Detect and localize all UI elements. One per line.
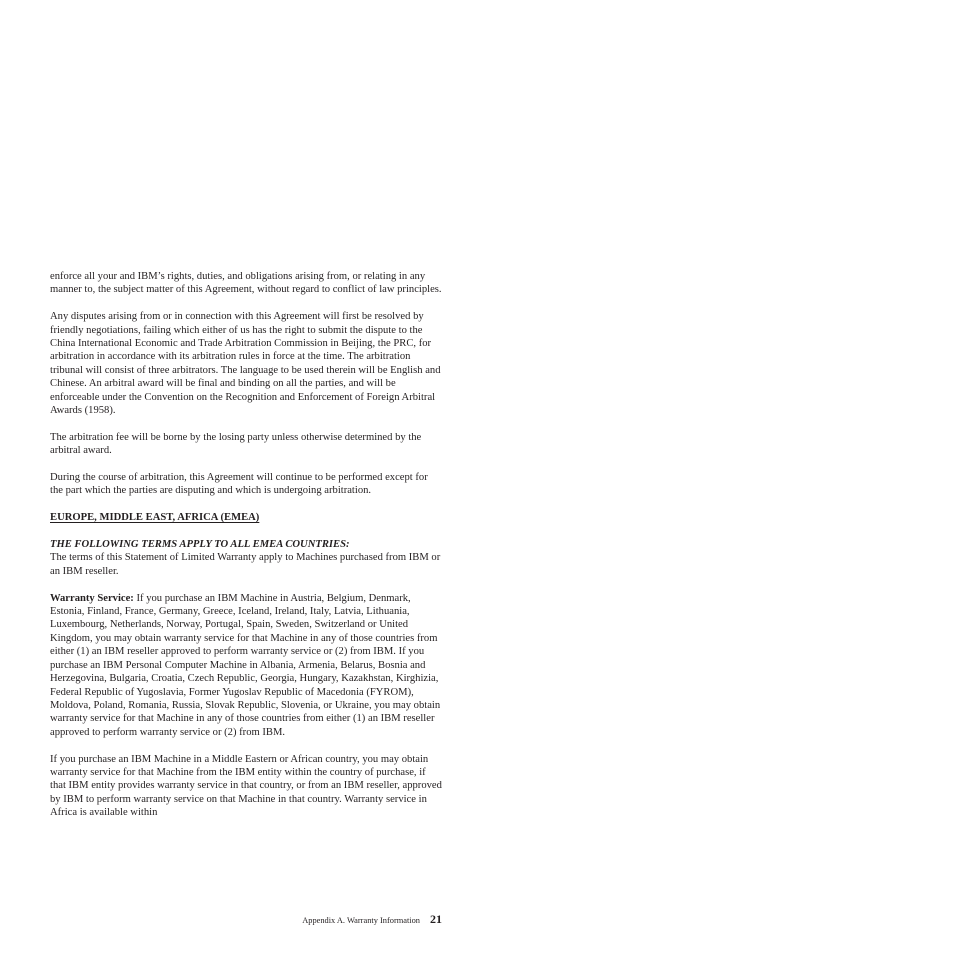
paragraph-disputes: Any disputes arising from or in connection with this Agreement will first be resolved by friendly negotiations, failing which either of us has the right to submit the dispute to the China International Economic and Trade Arbitration Commission in Beijing, the PRC, for arbitration in accordance with its arbitration rules in force at the time. The arbitration tribunal will consist of three arbitrators. The language to be used therein will be English and Chinese. An arbitral award will be final and binding on all the parties, and will be enforceable under the Convention on the Recognition and Enforcement of Foreign Arbitral Awards (1958). <box>50 311 441 417</box>
warranty-service-text: If you purchase an IBM Machine in Austria, Belgium, Denmark, Estonia, Finland, France, Germany, Greece, Iceland, Ireland, Italy, Latvia, Lithuania, Luxembourg, Netherlands, Norway, Portugal, Spain, Sweden, Switzerland or United Kingdom, you may obtain warranty service for that Machine in any of those countries from either (1) an IBM reseller approved to perform warranty service or (2) from IBM. If you purchase an IBM Personal Computer Machine in Albania, Armenia, Belarus, Bosnia and Herzegovina, Bulgaria, Croatia, Czech Republic, Georgia, Hungary, Kazakhstan, Kirghizia, Federal Republic of Yugoslavia, Former Yugoslav Republic of Macedonia (FYROM), Moldova, Poland, Romania, Russia, Slovak Republic, Slovenia, or Ukraine, you may obtain warranty service for that Machine in any of those countries from either (1) an IBM reseller approved to perform warranty service or (2) from IBM. <box>50 592 441 738</box>
heading-emea: EUROPE, MIDDLE EAST, AFRICA (EMEA) <box>50 512 260 524</box>
paragraph-arbitration-course: During the course of arbitration, this Agreement will continue to be performed except for the part which the parties are disputing and which is undergoing arbitration. <box>50 472 428 497</box>
footer-section-title: Appendix A. Warranty Information <box>302 916 420 925</box>
paragraph-arbitration-fee: The arbitration fee will be borne by the losing party unless otherwise determined by the arbitral award. <box>50 431 422 457</box>
paragraph-middle-east-africa: If you purchase an IBM Machine in a Middle Eastern or African country, you may obtain warranty service for that Machine from the IBM entity within the country of purchase, if that IBM entity provides warranty service in that country, or from an IBM reseller, approved by IBM to perform warranty service on that Machine in that country. Warranty service in Africa is available within <box>50 753 442 819</box>
page-number: 21 <box>430 912 442 926</box>
warranty-service-label: Warranty Service: <box>50 592 134 604</box>
document-body <box>50 270 442 833</box>
heading-emea-terms: THE FOLLOWING TERMS APPLY TO ALL EMEA COUNTRIES: <box>50 539 350 551</box>
page-footer <box>280 912 442 928</box>
paragraph-emea-terms: The terms of this Statement of Limited Warranty apply to Machines purchased from IBM or an IBM reseller. <box>50 552 441 577</box>
paragraph-governing-law: enforce all your and IBM’s rights, duties, and obligations arising from, or relating in any manner to, the subject matter of this Agreement, without regard to conflict of law principles. <box>50 271 442 296</box>
paragraph-warranty-service <box>50 592 442 739</box>
